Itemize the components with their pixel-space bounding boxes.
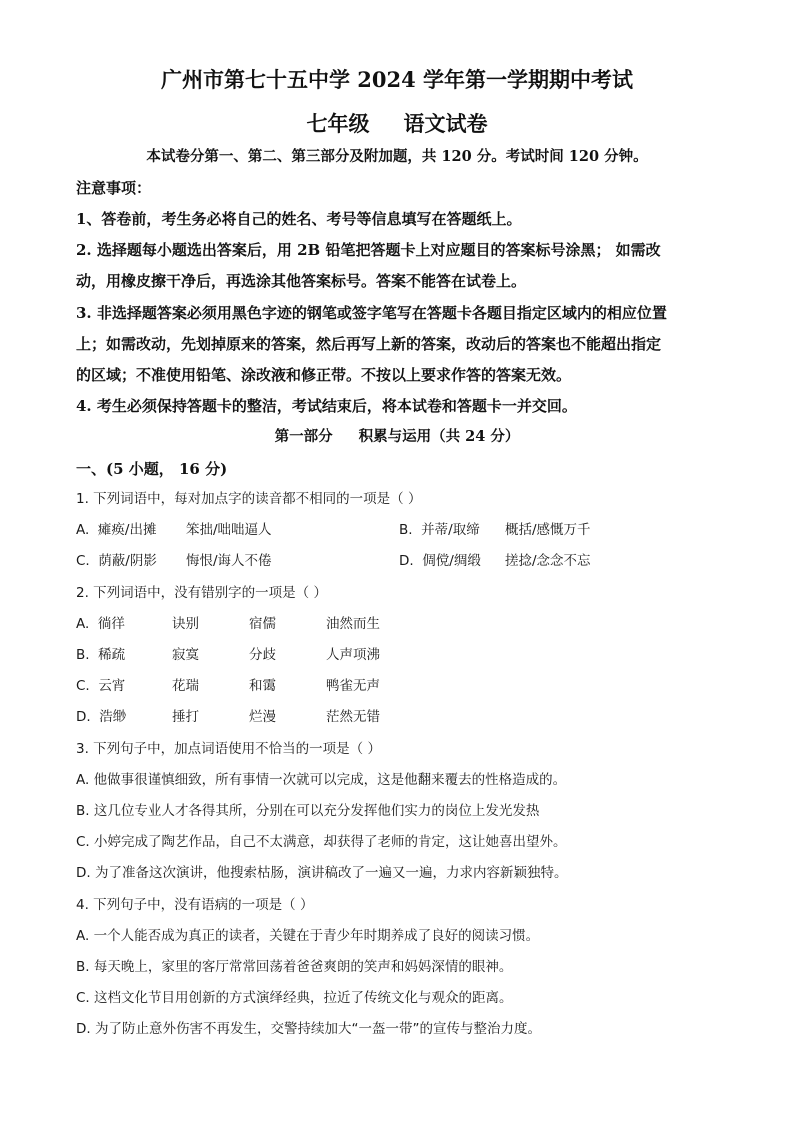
question-2-stem: 2. 下列词语中，没有错别字的一项是（ ） xyxy=(76,585,327,601)
section-part: 第一部分 xyxy=(274,428,333,445)
option-letter: A. xyxy=(76,522,90,538)
question-3-stem: 3. 下列句子中，加点词语使用不恰当的一项是（ ） xyxy=(76,741,381,757)
option-word: 并蒂/取缔 xyxy=(421,522,480,538)
option-word: 分歧 xyxy=(249,647,276,663)
option-word: 荫蔽/阴影 xyxy=(98,553,157,569)
question-1-stem: 1. 下列词语中，每对加点字的读音都不相同的一项是（ ） xyxy=(76,491,422,507)
option-word: 浩缈 xyxy=(99,709,127,725)
section-heading xyxy=(0,427,794,447)
option-word: 鸭雀无声 xyxy=(326,678,380,694)
option-word: 油然而生 xyxy=(326,616,380,632)
question-4-stem: 4. 下列句子中，没有语病的一项是（ ） xyxy=(76,897,314,913)
option-letter: D. xyxy=(76,709,91,725)
option-letter: B. xyxy=(76,647,90,663)
question-group-heading: 一、(5 小题， 16 分) xyxy=(76,460,228,478)
q1-option-a-word2: 笨拙/咄咄逼人 xyxy=(186,522,272,538)
q2-option-d xyxy=(76,708,126,726)
option-letter: C. xyxy=(76,553,90,569)
q1-option-b xyxy=(399,521,480,539)
option-word: 捶打 xyxy=(172,709,199,725)
grade-label: 七年级 xyxy=(306,111,370,136)
option-word: 和霭 xyxy=(249,678,276,694)
q4-option-b: B. 每天晚上，家里的客厅常常回荡着爸爸爽朗的笑声和妈妈深情的眼神。 xyxy=(76,959,513,975)
subject-label: 语文试卷 xyxy=(403,111,488,136)
q2-option-b xyxy=(76,646,125,664)
option-letter: B. xyxy=(399,522,413,538)
q1-option-d-word2: 搓捻/念念不忘 xyxy=(505,553,591,569)
q1-option-a xyxy=(76,521,156,539)
notes-heading: 注意事项： xyxy=(76,179,152,197)
option-word: 云宵 xyxy=(98,678,126,694)
option-word: 瘫痪/出摊 xyxy=(97,522,157,538)
q3-option-c: C. 小婷完成了陶艺作品，自己不太满意，却获得了老师的肯定，这让她喜出望外。 xyxy=(76,834,567,850)
option-letter: D. xyxy=(399,553,414,569)
option-word: 茫然无错 xyxy=(326,709,380,725)
option-word: 倜傥/绸缎 xyxy=(422,553,481,569)
q2-option-c xyxy=(76,677,125,695)
exam-title: 广州市第七十五中学 2024 学年第一学期期中考试 xyxy=(160,67,634,92)
q1-option-c-word2: 悔恨/诲人不倦 xyxy=(186,553,272,569)
q2-option-a xyxy=(76,615,125,633)
note-line: 动，用橡皮擦干净后，再选涂其他答案标号。答案不能答在试卷上。 xyxy=(76,272,527,290)
note-line: 3. 非选择题答案必须用黑色字迹的钢笔或签字笔写在答题卡各题目指定区域内的相应位置 xyxy=(76,304,667,322)
q4-option-d: D. 为了防止意外伤害不再发生，交警持续加大“一盔一带”的宣传与整治力度。 xyxy=(76,1021,541,1037)
note-line: 1、答卷前，考生务必将自己的姓名、考号等信息填写在答题纸上。 xyxy=(76,210,522,228)
q4-option-c: C. 这档文化节目用创新的方式演绎经典，拉近了传统文化与观众的距离。 xyxy=(76,990,513,1006)
q1-option-b-word2: 概括/感慨万千 xyxy=(505,522,591,538)
option-word: 烂漫 xyxy=(249,709,276,725)
exam-intro: 本试卷分第一、第二、第三部分及附加题，共 120 分。考试时间 120 分钟。 xyxy=(146,148,648,165)
q1-option-d xyxy=(399,552,481,570)
q1-option-c xyxy=(76,552,157,570)
note-line: 上；如需改动，先划掉原来的答案，然后再写上新的答案，改动后的答案也不能超出指定 xyxy=(76,335,662,353)
exam-subtitle xyxy=(0,108,794,138)
option-word: 寂寞 xyxy=(172,647,199,663)
option-word: 诀别 xyxy=(172,616,199,632)
q3-option-d: D. 为了准备这次演讲，他搜索枯肠，演讲稿改了一遍又一遍，力求内容新颖独特。 xyxy=(76,865,568,881)
note-line: 2. 选择题每小题选出答案后，用 2B 铅笔把答题卡上对应题目的答案标号涂黑； 如需改 xyxy=(76,241,661,259)
option-word: 徜徉 xyxy=(97,616,125,632)
section-name: 积累与运用（共 24 分） xyxy=(358,428,520,445)
q3-option-a: A. 他做事很谨慎细致，所有事情一次就可以完成，这是他翻来覆去的性格造成的。 xyxy=(76,772,567,788)
note-line: 4. 考生必须保持答题卡的整洁，考试结束后，将本试卷和答题卡一并交回。 xyxy=(76,397,577,415)
option-letter: A. xyxy=(76,616,90,632)
option-word: 稀疏 xyxy=(98,647,126,663)
option-word: 人声项沸 xyxy=(326,647,380,663)
option-word: 宿儒 xyxy=(249,616,276,632)
q4-option-a: A. 一个人能否成为真正的读者，关键在于青少年时期养成了良好的阅读习惯。 xyxy=(76,928,540,944)
note-line: 的区域；不准使用铅笔、涂改液和修正带。不按以上要求作答的答案无效。 xyxy=(76,366,572,384)
q3-option-b: B. 这几位专业人才各得其所，分别在可以充分发挥他们实力的岗位上发光发热 xyxy=(76,803,540,819)
option-word: 花瑞 xyxy=(172,678,199,694)
option-letter: C. xyxy=(76,678,90,694)
